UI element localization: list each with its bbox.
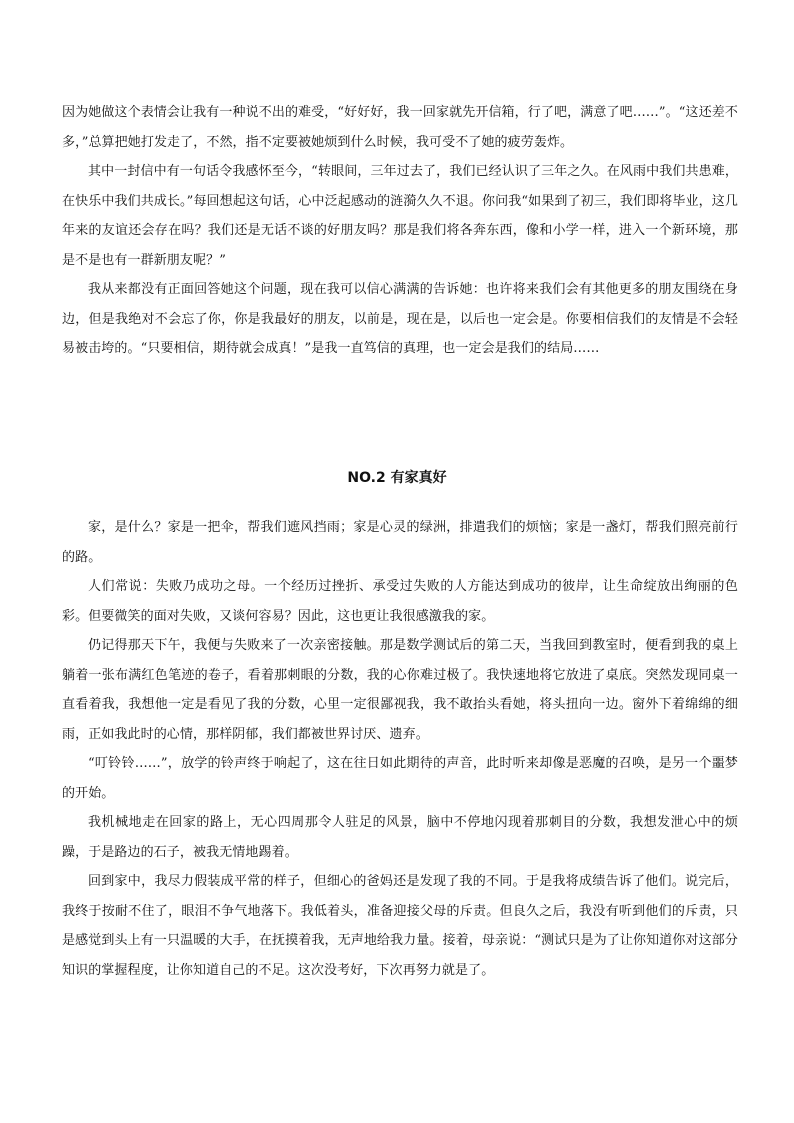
essay-1-body <box>62 98 738 364</box>
paragraph: “叮铃铃……”，放学的铃声终于响起了，这在往日如此期待的声音，此时听来却像是恶魔的召唤，是另一个噩梦的开始。 <box>62 756 738 801</box>
paragraph: 人们常说：失败乃成功之母。一个经历过挫折、承受过失败的人方能达到成功的彼岸，让生命绽放出绚丽的色彩。但要微笑的面对失败，又谈何容易？因此，这也更让我很感激我的家。 <box>62 579 738 624</box>
paragraph: 因为她做这个表情会让我有一种说不出的难受，“好好好，我一回家就先开信箱，行了吧，满意了吧……”。“这还差不多，”总算把她打发走了，不然，指不定要被她烦到什么时候，我可受不了她的疲劳轰炸。 <box>62 105 738 150</box>
paragraph: 我从来都没有正面回答她这个问题，现在我可以信心满满的告诉她：也许将来我们会有其他更多的朋友围绕在身边，但是我绝对不会忘了你，你是我最好的朋友，以前是，现在是，以后也一定会是。你要相信我们的友情是不会轻易被击垮的。“只要相信，期待就会成真！”是我一直笃信的真理，也一定会是我们的结局…… <box>62 282 738 356</box>
paragraph: 回到家中，我尽力假装成平常的样子，但细心的爸妈还是发现了我的不同。于是我将成绩告诉了他们。说完后，我终于按耐不住了，眼泪不争气地落下。我低着头，准备迎接父母的斥责。但良久之后，我没有听到他们的斥责，只是感觉到头上有一只温暖的大手，在抚摸着我，无声地给我力量。接着，母亲说：“测试只是为了让你知道你对这部分知识的掌握程度，让你知道自己的不足。这次没考好，下次再努力就是了。 <box>62 874 738 978</box>
essay-2-title: NO.2 有家真好 <box>347 470 447 486</box>
paragraph: 其中一封信中有一句话令我感怀至今，“转眼间，三年过去了，我们已经认识了三年之久。在风雨中我们共患难，在快乐中我们共成长。”每回想起这句话，心中泛起感动的涟漪久久不退。你问我“如果到了初三，我们即将毕业，这几年来的友谊还会存在吗？我们还是无话不谈的好朋友吗？那是我们将各奔东西，像和小学一样，进入一个新环境，那是不是也有一群新朋友呢？” <box>62 164 738 268</box>
paragraph: 仍记得那天下午，我便与失败来了一次亲密接触。那是数学测试后的第二天，当我回到教室时，便看到我的桌上躺着一张布满红色笔迹的卷子，看着那刺眼的分数，我的心你难过极了。我快速地将它放进了桌底。突然发现同桌一直看着我，我想他一定是看见了我的分数，心里一定很鄙视我，我不敢抬头看她，将头扭向一边。窗外下着绵绵的细雨，正如我此时的心情，那样阴郁，我们都被世界讨厌、遗弃。 <box>62 638 738 742</box>
paragraph: 我机械地走在回家的路上，无心四周那令人驻足的风景，脑中不停地闪现着那刺目的分数，我想发泄心中的烦躁，于是路边的石子，被我无情地踢着。 <box>62 815 738 860</box>
essay-2-body <box>62 513 738 985</box>
paragraph: 家，是什么？家是一把伞，帮我们遮风挡雨；家是心灵的绿洲，排遣我们的烦恼；家是一盏灯，帮我们照亮前行的路。 <box>62 520 738 565</box>
